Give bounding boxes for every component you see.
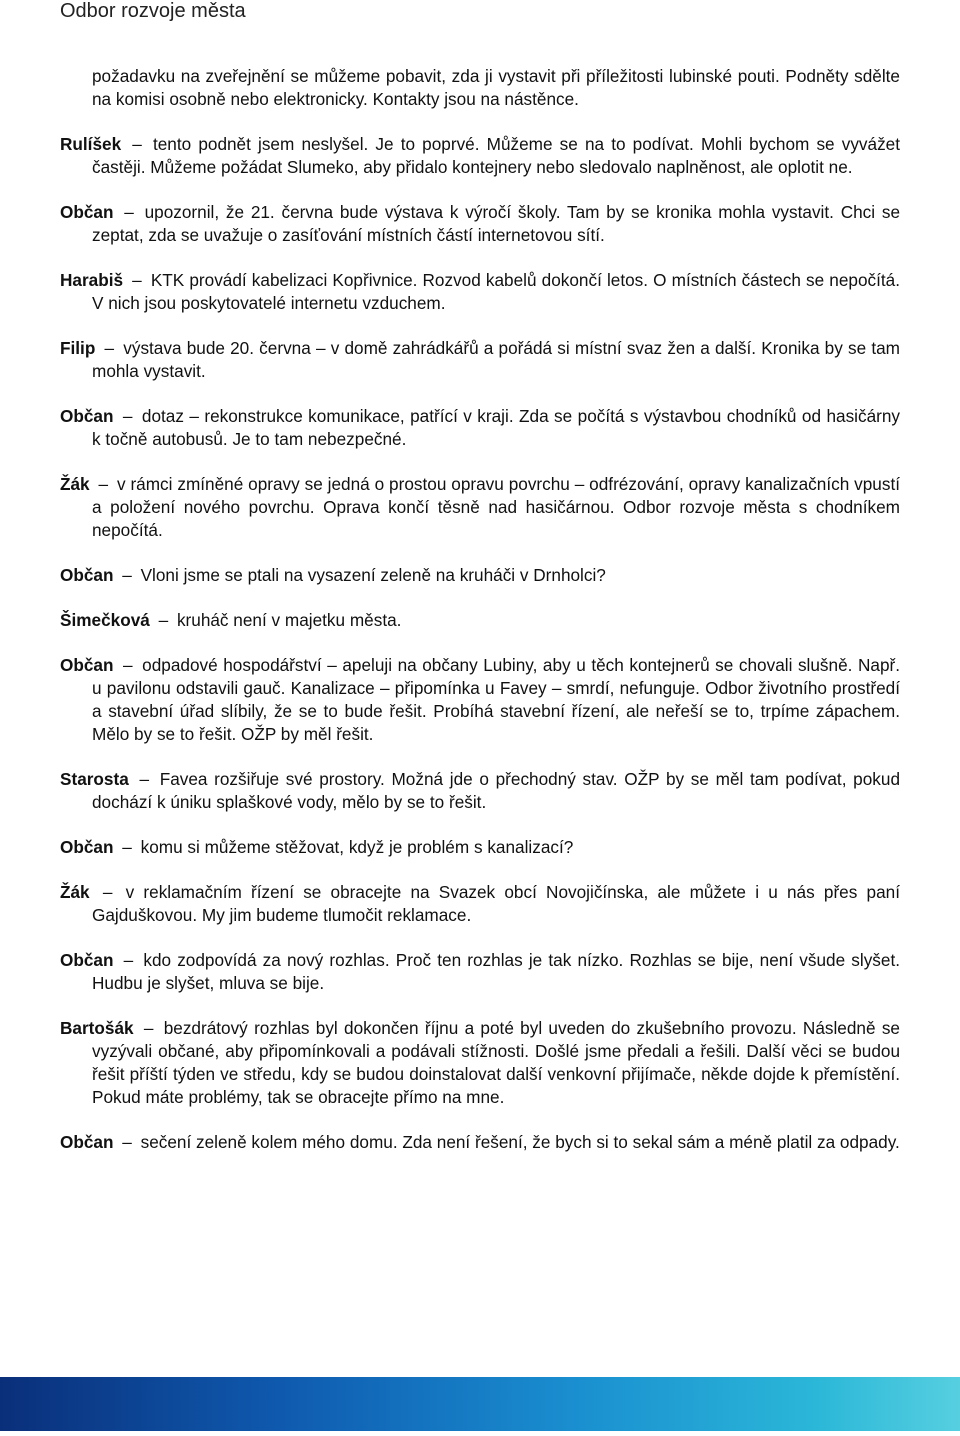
paragraph-continuation [60, 65, 900, 111]
paragraph-obcan-5: Občan – komu si můžeme stěžovat, když je problém s kanalizací? [60, 837, 574, 857]
speaker-name: Občan [60, 1132, 114, 1152]
paragraph-text: Favea rozšiřuje své prostory. Možná jde o přechodný stav. OŽP by se měl tam podívat, pokud dochází k úniku splaškové vody, mělo by se to řešit. [92, 769, 900, 812]
speaker-name: Občan [60, 837, 114, 857]
speaker-name: Bartošák [60, 1018, 134, 1038]
paragraph-rulisek: Rulíšek – tento podnět jsem neslyšel. Je to poprvé. Můžeme se na to podívat. Mohli bychom se vyvážet častěji. Můžeme požádat Slumeko, aby přidalo kontejnery nebo sledovalo naplněnost, ale oplotit ne. [60, 134, 900, 177]
speaker-name: Občan [60, 565, 114, 585]
paragraph-starosta: Starosta – Favea rozšiřuje své prostory. Možná jde o přechodný stav. OŽP by se měl tam podívat, pokud dochází k úniku splaškové vody, mělo by se to řešit. [60, 769, 900, 812]
paragraph-obcan-3: Občan – Vloni jsme se ptali na vysazení zeleně na kruháči v Drnholci? [60, 565, 606, 585]
paragraph-text: odpadové hospodářství – apeluji na občany Lubiny, aby u těch kontejnerů se chovali slušně. Např. u pavilonu odstavili gauč. Kanalizace – připomínka u Favey – smrdí, nefunguje. Odbor životního prostředí a stavební úřad slíbily, že se to bude řešit. Probíhá stavební řízení, ale neřeší se to, trpíme zápachem. Mělo by se to řešit. OŽP by měl řešit. [92, 655, 901, 744]
paragraph-text: kdo zodpovídá za nový rozhlas. Proč ten rozhlas je tak nízko. Rozhlas se bije, není všude slyšet. Hudbu je slyšet, mluva se bije. [92, 950, 900, 993]
speaker-name: Občan [60, 202, 114, 222]
speaker-name: Občan [60, 406, 114, 426]
paragraph-text: v reklamačním řízení se obracejte na Svazek obcí Novojičínska, ale můžete i u nás přes paní Gajduškovou. My jim budeme tlumočit reklamace. [92, 882, 900, 925]
paragraph-simeckova: Šimečková – kruháč není v majetku města. [60, 610, 402, 630]
paragraph-filip: Filip – výstava bude 20. června – v domě zahrádkářů a pořádá si místní svaz žen a další. Kronika by se tam mohla vystavit. [60, 338, 900, 381]
speaker-name: Filip [60, 338, 96, 358]
paragraph-obcan-6: Občan – kdo zodpovídá za nový rozhlas. Proč ten rozhlas je tak nízko. Rozhlas se bije, není všude slyšet. Hudbu je slyšet, mluva se bije. [60, 950, 900, 993]
paragraph-obcan-7: Občan – sečení zeleně kolem mého domu. Zda není řešení, že bych si to sekal sám a méně platil za odpady. [60, 1132, 900, 1152]
paragraph-obcan-1: Občan – upozornil, že 21. června bude výstava k výročí školy. Tam by se kronika mohla vystavit. Chci se zeptat, zda se uvažuje o zasíťování místních částí internetovou sítí. [60, 202, 901, 245]
speaker-name: Šimečková [60, 610, 150, 630]
paragraph-text: v rámci zmíněné opravy se jedná o prostou opravu povrchu – odfrézování, opravy kanalizačních vpustí a položení nového povrchu. Oprava končí těsně nad hasičárnou. Odbor rozvoje města s chodníkem nepočítá. [92, 474, 901, 540]
document-body [60, 65, 900, 1176]
speaker-name: Starosta [60, 769, 129, 789]
paragraph-text: kruháč není v majetku města. [176, 610, 402, 630]
document-header-title: Odbor rozvoje města [60, 0, 246, 22]
paragraph-text: Vloni jsme se ptali na vysazení zeleně na kruháči v Drnholci? [140, 565, 606, 585]
paragraph-harabis: Harabiš – KTK provádí kabelizaci Kopřivnice. Rozvod kabelů dokončí letos. O místních částech se nepočítá. V nich jsou poskytovatelé internetu vzduchem. [60, 270, 900, 313]
speaker-name: Žák [60, 474, 90, 494]
paragraph-text: sečení zeleně kolem mého domu. Zda není řešení, že bych si to sekal sám a méně platil za odpady. [140, 1132, 900, 1152]
speaker-name: Občan [60, 655, 114, 675]
paragraph-text: upozornil, že 21. června bude výstava k výročí školy. Tam by se kronika mohla vystavit. Chci se zeptat, zda se uvažuje o zasíťování místních částí internetovou sítí. [92, 202, 901, 245]
paragraph-text: dotaz – rekonstrukce komunikace, patřící v kraji. Zda se počítá s výstavbou chodníků od hasičárny k točně autobusů. Je to tam nebezpečné. [92, 406, 901, 449]
speaker-name: Žák [60, 882, 90, 902]
speaker-name: Rulíšek [60, 134, 122, 154]
paragraph-obcan-4: Občan – odpadové hospodářství – apeluji na občany Lubiny, aby u těch kontejnerů se chovali slušně. Např. u pavilonu odstavili gauč. Kanalizace – připomínka u Favey – smrdí, nefunguje. Odbor životního prostředí a stavební úřad slíbily, že se to bude řešit. Probíhá stavební řízení, ale neřeší se to, trpíme zápachem. Mělo by se to řešit. OŽP by měl řešit. [60, 655, 901, 744]
footer-color-bar [0, 1377, 960, 1431]
paragraph-obcan-2: Občan – dotaz – rekonstrukce komunikace, patřící v kraji. Zda se počítá s výstavbou chodníků od hasičárny k točně autobusů. Je to tam nebezpečné. [60, 406, 901, 449]
paragraph-text: požadavku na zveřejnění se můžeme pobavit, zda ji vystavit při příležitosti lubinské pouti. Podněty sdělte na komisi osobně nebo elektronicky. Kontakty jsou na nástěnce. [92, 66, 900, 109]
paragraph-text: bezdrátový rozhlas byl dokončen říjnu a poté byl uveden do zkušebního provozu. Následně se vyzývali občané, aby připomínkovali a podávali stížnosti. Došlé jsme předali a řešili. Další věci se budou řešit příští týden ve středu, kdy se budou doinstalovat další venkovní přijímače, někde dojde k přemístění. Pokud máte problémy, tak se obracejte přímo na mne. [92, 1018, 900, 1107]
speaker-name: Harabiš [60, 270, 124, 290]
paragraph-zak-2: Žák – v reklamačním řízení se obracejte na Svazek obcí Novojičínska, ale můžete i u nás přes paní Gajduškovou. My jim budeme tlumočit reklamace. [60, 882, 900, 925]
paragraph-text: tento podnět jsem neslyšel. Je to poprvé. Můžeme se na to podívat. Mohli bychom se vyvážet častěji. Můžeme požádat Slumeko, aby přidalo kontejnery nebo sledovalo naplněnost, ale oplotit ne. [92, 134, 900, 177]
paragraph-text: komu si můžeme stěžovat, když je problém s kanalizací? [140, 837, 574, 857]
speaker-name: Občan [60, 950, 114, 970]
paragraph-text: KTK provádí kabelizaci Kopřivnice. Rozvod kabelů dokončí letos. O místních částech se nepočítá. V nich jsou poskytovatelé internetu vzduchem. [92, 270, 900, 313]
paragraph-text: výstava bude 20. června – v domě zahrádkářů a pořádá si místní svaz žen a další. Kronika by se tam mohla vystavit. [92, 338, 900, 381]
paragraph-zak-1: Žák – v rámci zmíněné opravy se jedná o prostou opravu povrchu – odfrézování, opravy kanalizačních vpustí a položení nového povrchu. Oprava končí těsně nad hasičárnou. Odbor rozvoje města s chodníkem nepočítá. [60, 474, 901, 540]
paragraph-bartosak: Bartošák – bezdrátový rozhlas byl dokončen říjnu a poté byl uveden do zkušebního provozu. Následně se vyzývali občané, aby připomínkovali a podávali stížnosti. Došlé jsme předali a řešili. Další věci se budou řešit příští týden ve středu, kdy se budou doinstalovat další venkovní přijímače, někde dojde k přemístění. Pokud máte problémy, tak se obracejte přímo na mne. [60, 1018, 900, 1107]
